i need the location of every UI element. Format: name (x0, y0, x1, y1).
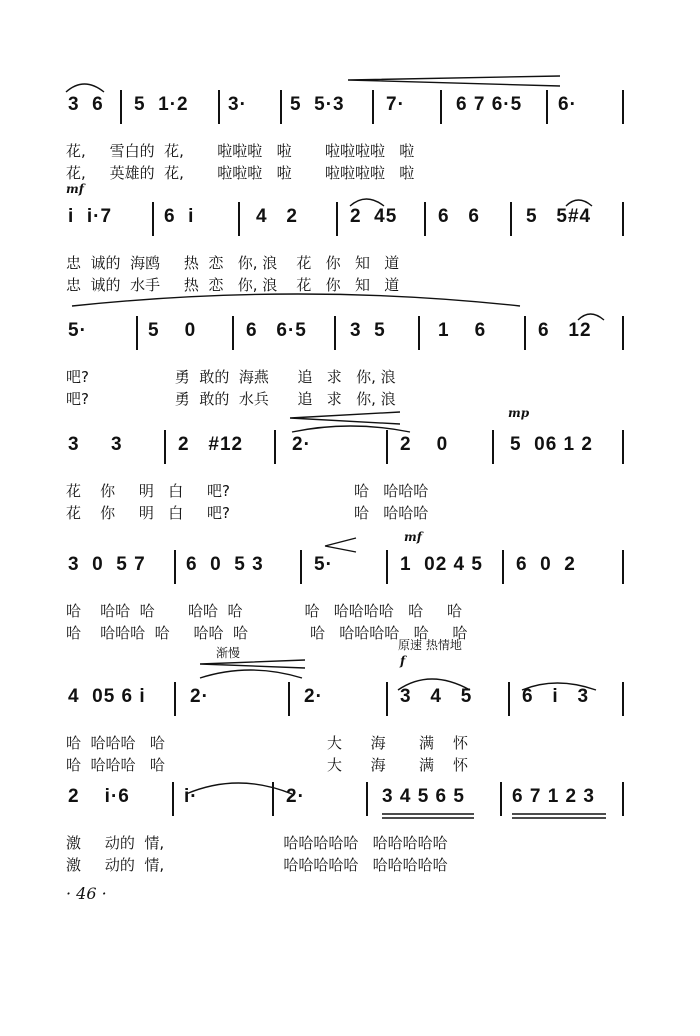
lyric-line-2: 花, 英雄的 花, 啦啦啦 啦 啦啦啦啦 啦 (66, 164, 415, 182)
measure: i· (184, 786, 198, 807)
barline (366, 782, 368, 816)
measure: 6 6·5 (246, 320, 307, 341)
measure: 3 5 (350, 320, 386, 341)
measure: 2· (286, 786, 305, 807)
dynamic-f: f (400, 654, 406, 668)
measure: 3 4 5 (400, 686, 473, 707)
barline (372, 90, 374, 124)
measure: 2 i·6 (68, 786, 130, 807)
lyric-line-2: 忠 诚的 水手 热 恋 你, 浪 花 你 知 道 (66, 276, 400, 294)
barline (232, 316, 234, 350)
barline (386, 550, 388, 584)
barline (120, 90, 122, 124)
barline (440, 90, 442, 124)
notation-line (60, 314, 640, 358)
barline (136, 316, 138, 350)
measure: 6 0 5 3 (186, 554, 264, 575)
lyric-line-1: 哈 哈哈哈 哈 大 海 满 怀 (66, 734, 469, 752)
barline (238, 202, 240, 236)
dynamic-mf: mf (404, 530, 422, 544)
lyric-line-2: 吧? 勇 敢的 水兵 追 求 你, 浪 (66, 390, 396, 408)
system-6 (60, 638, 640, 780)
barline (510, 202, 512, 236)
barline (280, 90, 282, 124)
barline (622, 202, 624, 236)
barline (424, 202, 426, 236)
measure: 3 6 (68, 94, 104, 115)
barline (492, 430, 494, 464)
barline (218, 90, 220, 124)
measure: 5· (314, 554, 333, 575)
barline (386, 682, 388, 716)
tie (200, 670, 302, 678)
barline (622, 682, 624, 716)
measure: 3· (228, 94, 247, 115)
barline (288, 682, 290, 716)
barline (622, 430, 624, 464)
measure: 5 5·3 (290, 94, 345, 115)
barline (336, 202, 338, 236)
barline (622, 782, 624, 816)
notation-line (60, 200, 640, 244)
barline (272, 782, 274, 816)
measure: 3 4 5 6 5 (382, 786, 465, 807)
lyric-line-1: 哈 哈哈 哈 哈哈 哈 哈 哈哈哈哈 哈 哈 (66, 602, 462, 620)
decrescendo-hairpin (348, 76, 560, 86)
lyric-line-2: 激 动的 情, 哈哈哈哈哈 哈哈哈哈哈 (66, 856, 448, 874)
measure: 5 06 1 2 (510, 434, 593, 455)
measure: 1 6 (438, 320, 487, 341)
measure: 6 0 2 (516, 554, 576, 575)
lyric-line-2: 哈 哈哈哈 哈 哈哈 哈 哈 哈哈哈哈 哈 哈 (66, 624, 468, 642)
barline (274, 430, 276, 464)
lyric-line-1: 忠 诚的 海鸥 热 恋 你, 浪 花 你 知 道 (66, 254, 400, 272)
measure: 4 05 6 i (68, 686, 146, 707)
measure: 5 1·2 (134, 94, 189, 115)
notation-line (60, 428, 640, 472)
measure: 1 02 4 5 (400, 554, 483, 575)
notation-line (60, 780, 640, 824)
system-4 (60, 406, 640, 528)
decrescendo-hairpin (200, 660, 305, 668)
measure: 5· (68, 320, 87, 341)
system-7 (60, 780, 640, 880)
barline (334, 316, 336, 350)
lyric-line-1: 花, 雪白的 花, 啦啦啦 啦 啦啦啦啦 啦 (66, 142, 415, 160)
notation-line (60, 680, 640, 724)
measure: 7· (386, 94, 405, 115)
lyric-line-2: 花 你 明 白 吧? 哈 哈哈哈 (66, 504, 429, 522)
barline (524, 316, 526, 350)
measure: 6 i (164, 206, 195, 227)
measure: 5 0 (148, 320, 197, 341)
measure: 6 6 (438, 206, 480, 227)
measure: 6 12 (538, 320, 592, 341)
measure: 2 45 (350, 206, 398, 227)
barline (502, 550, 504, 584)
measure: 2 #12 (178, 434, 244, 455)
measure: 2 0 (400, 434, 449, 455)
barline (622, 550, 624, 584)
barline (418, 316, 420, 350)
barline (152, 202, 154, 236)
barline (300, 550, 302, 584)
measure: 3 3 (68, 434, 123, 455)
measure: 6 i 3 (522, 686, 590, 707)
measure: 2· (190, 686, 209, 707)
measure: 6 7 6·5 (456, 94, 523, 115)
system-1 (60, 88, 640, 188)
measure: 6· (558, 94, 577, 115)
barline (174, 682, 176, 716)
barline (164, 430, 166, 464)
lyric-line-1: 激 动的 情, 哈哈哈哈哈 哈哈哈哈哈 (66, 834, 448, 852)
measure: 5 5#4 (526, 206, 592, 227)
lyric-line-1: 花 你 明 白 吧? 哈 哈哈哈 (66, 482, 429, 500)
dynamic-mf: mf (66, 182, 84, 196)
dynamic-mp: mp (508, 406, 530, 420)
measure: 4 2 (256, 206, 298, 227)
page-number: · 46 · (66, 884, 107, 903)
barline (546, 90, 548, 124)
system-5 (60, 530, 640, 648)
barline (622, 316, 624, 350)
barline (508, 682, 510, 716)
notation-line (60, 88, 640, 132)
barline (622, 90, 624, 124)
measure: 6 7 1 2 3 (512, 786, 595, 807)
barline (174, 550, 176, 584)
barline (500, 782, 502, 816)
measure: 2· (292, 434, 311, 455)
barline (386, 430, 388, 464)
measure: i i·7 (68, 206, 113, 227)
lyric-line-1: 吧? 勇 敢的 海燕 追 求 你, 浪 (66, 368, 396, 386)
measure: 3 0 5 7 (68, 554, 146, 575)
measure: 2· (304, 686, 323, 707)
system-2 (60, 182, 640, 300)
system-3 (60, 314, 640, 414)
notation-line (60, 548, 640, 592)
tempo-ritardando: 渐慢 (216, 646, 241, 660)
barline (172, 782, 174, 816)
tempo-a-tempo: 原速 热情地 (398, 638, 462, 652)
lyric-line-2: 哈 哈哈哈 哈 大 海 满 怀 (66, 756, 469, 774)
